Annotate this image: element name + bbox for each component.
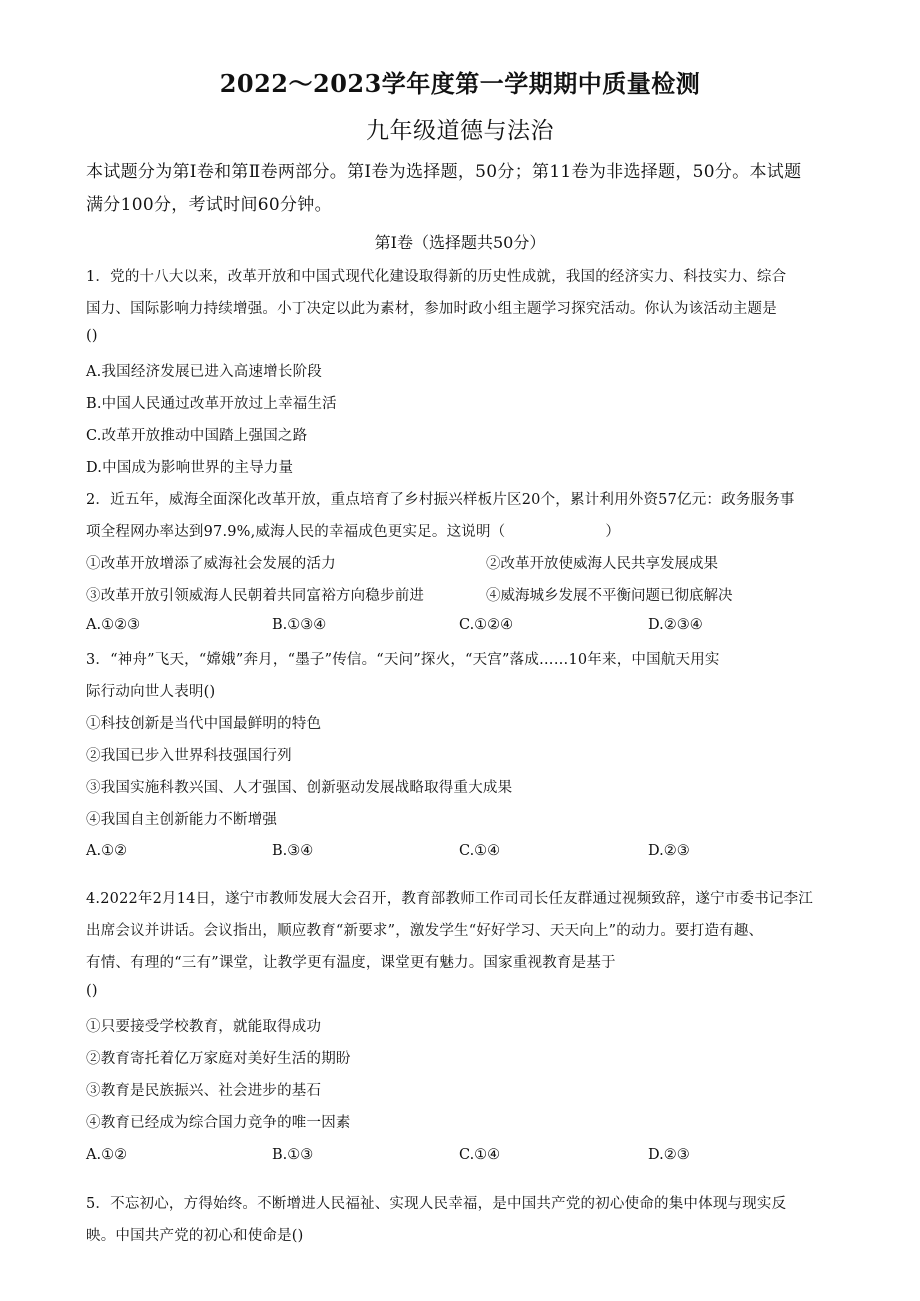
question-2-statement-2: ②改革开放使威海人民共享发展成果 [486,556,718,572]
question-4-stem: 出席会议并讲话。会议指出，顺应教育“新要求”，激发学生“好好学习、天天向上”的动力。要打造有趣、 [86,923,764,939]
question-3-statement-2: ②我国已步入世界科技强国行列 [86,748,292,764]
question-4-stem: 4.2022年2月14日，遂宁市教师发展大会召开，教育部教师工作司司长任友群通过视频致辞，遂宁市委书记李江 [86,891,814,907]
question-2-statement-4: ④威海城乡发展不平衡问题已彻底解决 [486,588,733,604]
question-2-bracket: ） [605,524,621,540]
question-3-choice-d: D.②③ [648,843,690,859]
question-1-option-d: D.中国成为影响世界的主导力量 [86,460,294,476]
question-4-choice-d: D.②③ [648,1147,690,1163]
question-3-choice-a: A.①② [86,843,128,859]
instructions-line: 本试题分为第Ⅰ卷和第Ⅱ卷两部分。第Ⅰ卷为选择题，50分；第11卷为非选择题，50分。本试题 [86,162,802,182]
question-5-stem: 5．不忘初心，方得始终。不断增进人民福祉、实现人民幸福，是中国共产党的初心使命的集中体现与现实反 [86,1196,787,1212]
question-4-choice-c: C.①④ [459,1147,501,1163]
question-4-choice-a: A.①② [86,1147,128,1163]
instructions-line: 满分100分，考试时间60分钟。 [86,195,332,215]
question-3-stem: 3．“神舟”飞天，“嫦娥”奔月，“墨子”传信。“天问”探火，“天宫”落成……10年来，中国航天用实 [86,652,720,668]
question-4-statement-3: ③教育是民族振兴、社会进步的基石 [86,1083,322,1099]
question-4-statement-2: ②教育寄托着亿万家庭对美好生活的期盼 [86,1051,351,1067]
question-1-option-b: B.中国人民通过改革开放过上幸福生活 [86,396,337,412]
question-2-choice-b: B.①③④ [272,617,327,633]
question-2-stem [86,520,620,541]
question-1-stem: 1．党的十八大以来，改革开放和中国式现代化建设取得新的历史性成就，我国的经济实力、科技实力、综合 [86,269,787,285]
question-3-stem: 际行动向世人表明() [86,684,216,700]
question-4-statement-4: ④教育已经成为综合国力竞争的唯一因素 [86,1115,351,1131]
question-4-blank: () [86,983,98,999]
question-4-statement-1: ①只要接受学校教育，就能取得成功 [86,1019,322,1035]
question-5-stem: 映。中国共产党的初心和使命是() [86,1228,304,1244]
exam-subtitle: 九年级道德与法治 [366,118,554,144]
question-2-choice-a: A.①②③ [86,617,141,633]
question-1-blank: () [86,328,98,344]
question-3-statement-4: ④我国自主创新能力不断增强 [86,812,278,828]
question-4-stem: 有情、有理的“三有”课堂，让教学更有温度，课堂更有魅力。国家重视教育是基于 [86,955,616,971]
question-4-choice-b: B.①③ [272,1147,314,1163]
question-2-stem-text: 项全程网办率达到97.9%,威海人民的幸福成色更实足。这说明（ [86,524,506,540]
question-2-choice-c: C.①②④ [459,617,514,633]
question-3-statement-1: ①科技创新是当代中国最鲜明的特色 [86,716,322,732]
section-title: 第Ⅰ卷（选择题共50分） [374,233,546,252]
exam-instructions [86,156,846,222]
question-1-option-a: A.我国经济发展已进入高速增长阶段 [86,364,322,380]
question-1-stem: 国力、国际影响力持续增强。小丁决定以此为素材，参加时政小组主题学习探究活动。你认为该活动主题是 [86,301,777,317]
question-3-choice-c: C.①④ [459,843,501,859]
question-2-stem: 2．近五年，威海全面深化改革开放，重点培育了乡村振兴样板片区20个，累计利用外资57亿元：政务服务事 [86,492,795,508]
question-3-statement-3: ③我国实施科教兴国、人才强国、创新驱动发展战略取得重大成果 [86,780,513,796]
question-1-option-c: C.改革开放推动中国踏上强国之路 [86,428,308,444]
question-3-choice-b: B.③④ [272,843,314,859]
exam-title: 2022～2023学年度第一学期期中质量检测 [219,69,701,98]
question-2-statement-3: ③改革开放引领威海人民朝着共同富裕方向稳步前进 [86,588,425,604]
question-2-choice-d: D.②③④ [648,617,703,633]
question-2-statement-1: ①改革开放增添了威海社会发展的活力 [86,556,336,572]
